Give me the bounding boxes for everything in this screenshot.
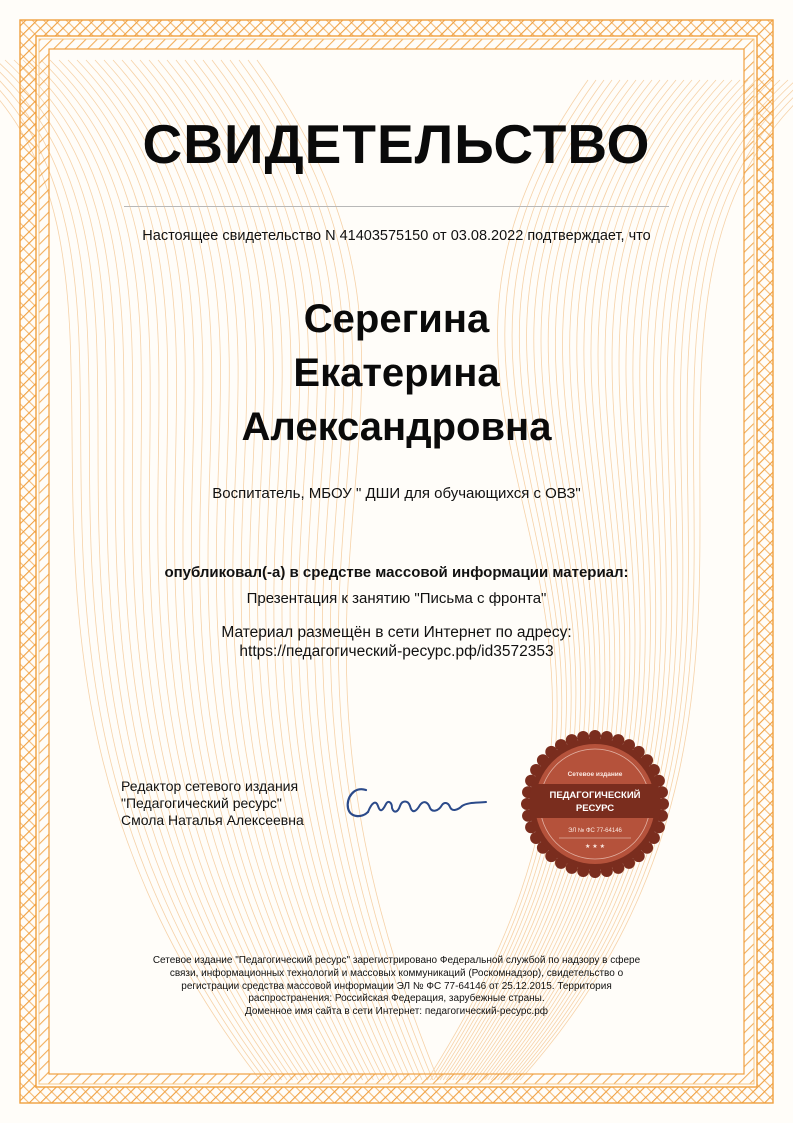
recipient-first-name: Екатерина xyxy=(293,351,500,395)
footer-line: регистрации средства массовой информации ЭЛ № ФС 77-64146 от 25.12.2015. Территория xyxy=(181,980,612,992)
published-label: опубликовал(-а) в средстве массовой информации материал: xyxy=(164,564,629,581)
footer-legal-text xyxy=(120,955,673,1019)
editor-name: Смола Наталья Алексеевна xyxy=(121,812,304,828)
footer-line: распространения: Российская Федерация, зарубежные страны. xyxy=(248,993,545,1005)
recipient-surname: Серегина xyxy=(303,297,490,341)
editor-signature xyxy=(340,772,500,832)
title-divider xyxy=(124,206,669,207)
publication-seal xyxy=(519,728,671,880)
editor-publication: "Педагогический ресурс" xyxy=(121,795,282,811)
seal-registration: ЭЛ № ФС 77-64146 xyxy=(568,828,622,834)
footer-line: связи, информационных технологий и массовых коммуникаций (Роскомнадзор), свидетельство о xyxy=(169,967,624,979)
footer-line: Доменное имя сайта в сети Интернет: педагогический-ресурс.рф xyxy=(244,1006,549,1018)
recipient-position: Воспитатель, МБОУ " ДШИ для обучающихся с ОВЗ" xyxy=(212,485,581,502)
seal-name-line2: РЕСУРС xyxy=(575,803,615,814)
seal-top-text: Сетевое издание xyxy=(567,771,623,778)
material-title: Презентация к занятию "Письма с фронта" xyxy=(246,590,547,607)
placement-label: Материал размещён в сети Интернет по адресу: xyxy=(221,624,572,641)
recipient-patronymic: Александровна xyxy=(241,405,552,449)
editor-title: Редактор сетевого издания xyxy=(121,778,299,794)
certificate-title: СВИДЕТЕЛЬСТВО xyxy=(142,113,651,175)
certificate-intro: Настоящее свидетельство N 41403575150 от 03.08.2022 подтверждает, что xyxy=(142,228,651,244)
footer-line: Сетевое издание "Педагогический ресурс" зарегистрировано Федеральной службой по надзору в сфере xyxy=(152,955,641,966)
seal-name-line1: ПЕДАГОГИЧЕСКИЙ xyxy=(549,790,641,801)
material-url: https://педагогический-ресурс.рф/id3572353 xyxy=(239,643,554,660)
editor-block xyxy=(121,778,304,829)
seal-stars: ★ ★ ★ xyxy=(585,843,605,850)
